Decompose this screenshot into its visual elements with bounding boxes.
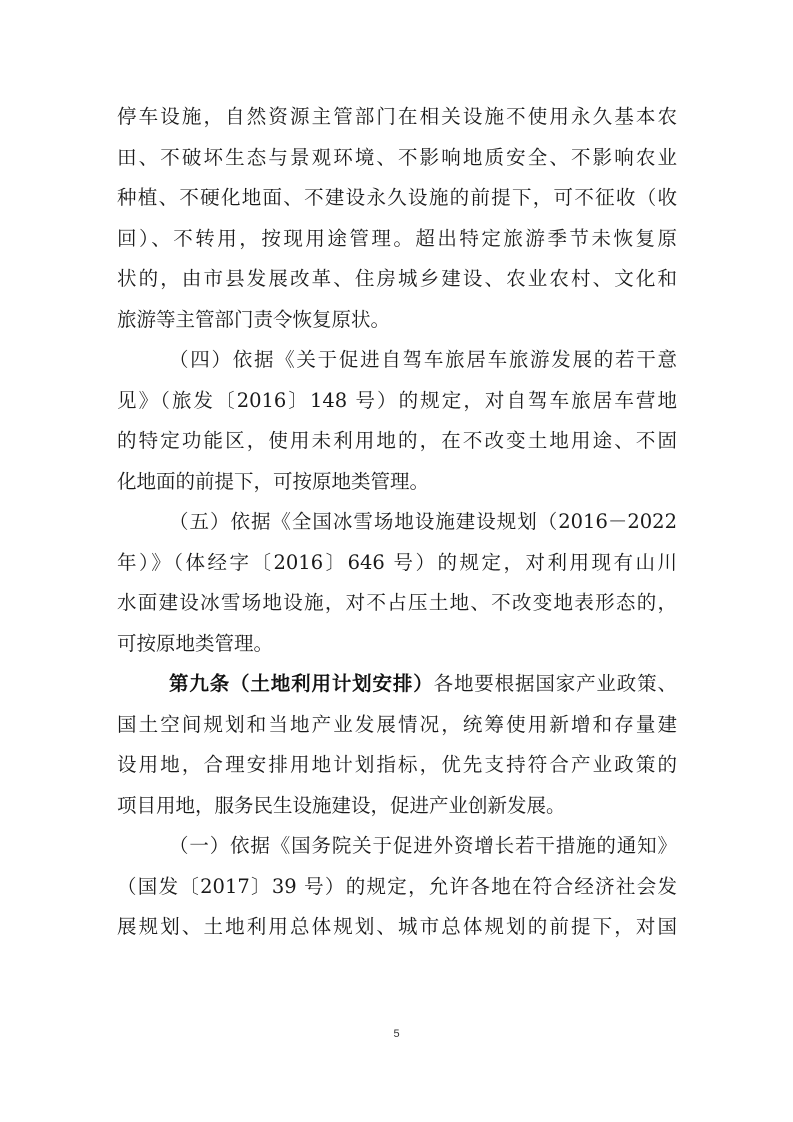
- line-text: （四）依据《关于促进自驾车旅居车旅游发展的若干意: [169, 348, 677, 371]
- text-line: [117, 786, 677, 827]
- text-line: [117, 583, 677, 624]
- text-line: [117, 867, 677, 908]
- text-line: [117, 705, 677, 746]
- text-line: [117, 664, 677, 705]
- line-text: 展规划、土地利用总体规划、城市总体规划的前提下，对国: [117, 915, 677, 938]
- text-line: [117, 745, 677, 786]
- line-text: 年）》（体经字〔2016〕646 号）的规定，对利用现有山川: [117, 550, 677, 574]
- line-text: 旅游等主管部门责令恢复原状。: [117, 307, 391, 331]
- line-text: 的特定功能区，使用未利用地的，在不改变土地用途、不固: [117, 429, 677, 452]
- text-line: [117, 97, 677, 138]
- line-text: 项目用地，服务民生设施建设，促进产业创新发展。: [117, 793, 566, 817]
- line-text: 状的，由市县发展改革、住房城乡建设、农业农村、文化和: [117, 267, 677, 290]
- line-text: 停车设施，自然资源主管部门在相关设施不使用永久基本农: [117, 105, 677, 128]
- text-line: [117, 421, 677, 462]
- text-line: [117, 826, 677, 867]
- line-text: 可按原地类管理。: [117, 631, 274, 655]
- line-text: （国发〔2017〕39 号）的规定，允许各地在符合经济社会发: [117, 874, 677, 898]
- line-text: （一）依据《国务院关于促进外资增长若干措施的通知》: [169, 834, 677, 857]
- line-text: 水面建设冰雪场地设施，对不占压土地、不改变地表形态的，: [117, 591, 677, 614]
- line-text: 种植、不硬化地面、不建设永久设施的前提下，可不征收（收: [117, 186, 677, 209]
- line-text: 回）、不转用，按现用途管理。超出特定旅游季节未恢复原: [117, 226, 677, 250]
- line-text: 见》（旅发〔2016〕148 号）的规定，对自驾车旅居车营地: [117, 388, 677, 412]
- text-line: [117, 259, 677, 300]
- text-line: [117, 178, 677, 219]
- text-line: [117, 502, 677, 543]
- text-line: [117, 381, 677, 422]
- article-heading: 第九条（土地利用计划安排）: [169, 672, 434, 695]
- line-text: 田、不破坏生态与景观环境、不影响地质安全、不影响农业: [117, 145, 677, 169]
- line-text: （五）依据《全国冰雪场地设施建设规划（2016－2022: [169, 510, 677, 533]
- line-text: 国土空间规划和当地产业发展情况，统筹使用新增和存量建: [117, 712, 677, 736]
- line-text: 化地面的前提下，可按原地类管理。: [117, 469, 430, 493]
- line-text: 设用地，合理安排用地计划指标，优先支持符合产业政策的: [117, 753, 677, 776]
- text-line: [117, 340, 677, 381]
- line-text: 各地要根据国家产业政策、: [433, 672, 677, 695]
- text-line: [117, 138, 677, 179]
- text-line: [117, 624, 677, 665]
- text-line: [117, 907, 677, 948]
- text-line: [117, 543, 677, 584]
- page-number: 5: [393, 1028, 400, 1040]
- text-line: [117, 219, 677, 260]
- text-line: [117, 462, 677, 503]
- text-line: [117, 300, 677, 341]
- body-text: [117, 97, 677, 948]
